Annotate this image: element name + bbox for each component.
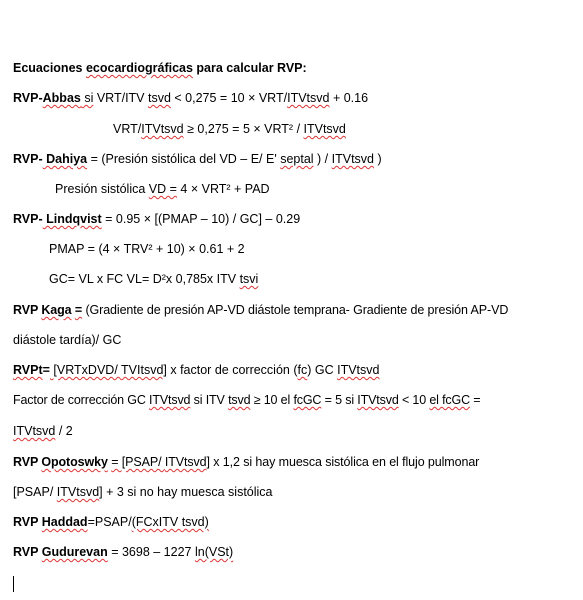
text-cursor — [13, 576, 14, 592]
equation-abbas: RVP-Abbas si VRT/ITV tsvd < 0,275 = 10 × VRT/ITVtsvd + 0.16 — [13, 91, 369, 105]
equation-gc-vl: GC= VL x FC VL= D²x 0,785x ITV tsvi — [49, 272, 259, 286]
equation-gudurevan: RVP Gudurevan = 3698 – 1227 ln(VSt) — [13, 545, 234, 559]
equation-rvpt: RVPt= [VRTxDVD/ TVItsvd] x factor de corrección (fc) GC ITVtsvd — [13, 363, 380, 377]
equation-presion-sistolica: Presión sistólica VD = 4 × VRT² + PAD — [55, 182, 270, 196]
equation-factor-correccion-cont: ITVtsvd / 2 — [13, 424, 73, 438]
equation-factor-correccion: Factor de corrección GC ITVtsvd si ITV tsvd ≥ 10 el fcGC = 5 si ITVtsvd < 10 el fcGC = — [13, 393, 481, 407]
equation-lindqvist: RVP- Lindqvist = 0.95 × [(PMAP – 10) / GC] – 0.29 — [13, 212, 301, 226]
equation-kaga: RVP Kaga = (Gradiente de presión AP-VD diástole temprana- Gradiente de presión AP-VD — [13, 303, 509, 317]
equation-opotoswky: RVP Opotoswky = [PSAP/ ITVtsvd] x 1,2 si hay muesca sistólica en el flujo pulmonar — [13, 455, 480, 469]
equation-dahiya: RVP- Dahiya = (Presión sistólica del VD – E/ E' septal ) / ITVtsvd ) — [13, 152, 382, 166]
equation-haddad: RVP Haddad=PSAP/(FCxITV tsvd) — [13, 515, 209, 529]
equation-opotoswky-cont: [PSAP/ ITVtsvd] + 3 si no hay muesca sistólica — [13, 485, 273, 499]
equation-abbas-alt: VRT/ITVtsvd ≥ 0,275 = 5 × VRT² / ITVtsvd — [113, 122, 346, 136]
heading: Ecuaciones ecocardiográficas para calcular RVP: — [13, 61, 307, 75]
equation-kaga-cont: diástole tardía)/ GC — [13, 333, 122, 347]
equation-pmap: PMAP = (4 × TRV² + 10) × 0.61 + 2 — [49, 242, 245, 256]
